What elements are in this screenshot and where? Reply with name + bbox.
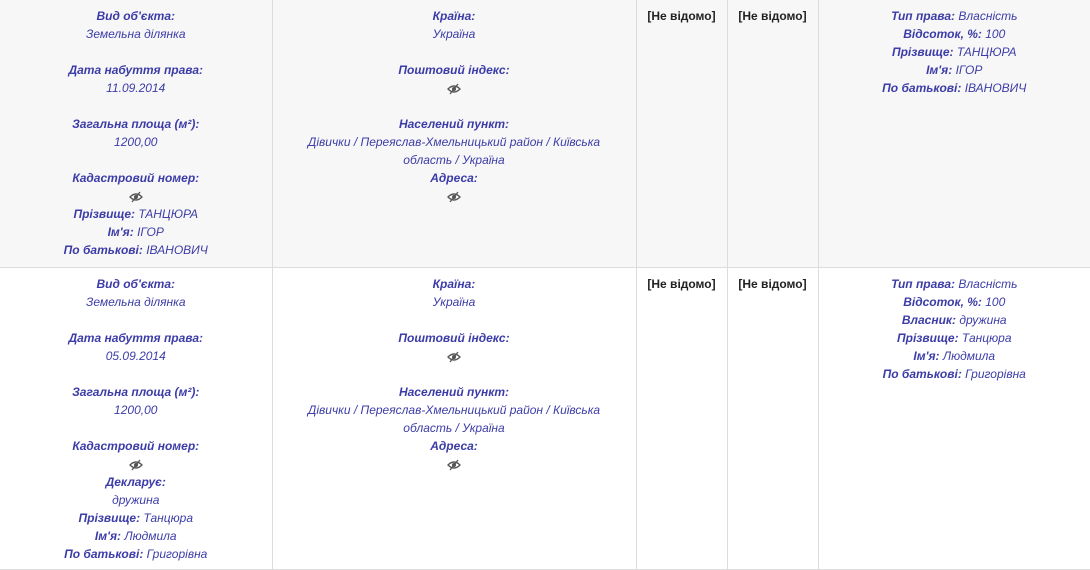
surname-label: Прізвище: bbox=[896, 331, 959, 345]
acquire-date-value: 05.09.2014 bbox=[105, 349, 166, 363]
area-value: 1200,00 bbox=[114, 135, 158, 149]
name-value: Людмила bbox=[942, 349, 996, 363]
unknown-cell bbox=[727, 268, 818, 570]
acquire-date-value: 11.09.2014 bbox=[106, 81, 166, 95]
country-value: Україна bbox=[432, 295, 476, 309]
area-label: Загальна площа (м²): bbox=[72, 117, 200, 131]
area-label: Загальна площа (м²): bbox=[72, 385, 200, 399]
eye-crossed-icon bbox=[129, 191, 143, 203]
unknown-cell bbox=[727, 0, 818, 268]
owner-label: Власник: bbox=[901, 313, 957, 327]
patronymic-value: ІВАНОВИЧ bbox=[146, 243, 208, 257]
eye-crossed-icon bbox=[447, 83, 461, 95]
right-type-label: Тип права: bbox=[891, 9, 956, 23]
name-value: ІГОР bbox=[955, 63, 983, 77]
name-value: Людмила bbox=[124, 529, 177, 543]
declarant-value: дружина bbox=[112, 493, 160, 507]
percent-label: Відсоток, %: bbox=[903, 295, 982, 309]
unknown-cell bbox=[636, 268, 727, 570]
percent-value: 100 bbox=[985, 27, 1006, 41]
patronymic-label: По батькові: bbox=[882, 367, 962, 381]
patronymic-label: По батькові: bbox=[882, 81, 962, 95]
postal-label: Поштовий індекс: bbox=[398, 63, 510, 77]
owner-value: дружина bbox=[959, 313, 1007, 327]
country-label: Країна: bbox=[432, 277, 476, 291]
unknown-value: [Не відомо] bbox=[647, 277, 716, 291]
country-label: Країна: bbox=[432, 9, 476, 23]
unknown-value: [Не відомо] bbox=[647, 9, 716, 23]
surname-value: ТАНЦЮРА bbox=[956, 45, 1017, 59]
settlement-value: Дівички / Переяслав-Хмельницький район / Київська область / Україна bbox=[307, 135, 601, 167]
cadastral-label: Кадастровий номер: bbox=[72, 171, 200, 185]
acquire-date-label: Дата набуття права: bbox=[68, 63, 204, 77]
surname-value: Танцюра bbox=[143, 511, 193, 525]
address-label: Адреса: bbox=[430, 171, 478, 185]
postal-label: Поштовий індекс: bbox=[398, 331, 510, 345]
area-value: 1200,00 bbox=[114, 403, 158, 417]
object-type-value: Земельна ділянка bbox=[85, 27, 186, 41]
rights-cell bbox=[818, 0, 1090, 268]
settlement-value: Дівички / Переяслав-Хмельницький район / Київська область / Україна bbox=[307, 403, 601, 435]
patronymic-value: ІВАНОВИЧ bbox=[964, 81, 1027, 95]
rights-cell bbox=[818, 268, 1090, 570]
name-label: Ім'я: bbox=[913, 349, 940, 363]
settlement-label: Населений пункт: bbox=[398, 117, 510, 131]
object-type-label: Вид об'єкта: bbox=[96, 9, 176, 23]
object-type-label: Вид об'єкта: bbox=[96, 277, 176, 291]
patronymic-value: Григорівна bbox=[146, 547, 208, 561]
declarant-label: Декларує: bbox=[105, 475, 166, 489]
settlement-label: Населений пункт: bbox=[398, 385, 510, 399]
name-value: ІГОР bbox=[137, 225, 164, 239]
table-row bbox=[0, 0, 1090, 268]
right-type-label: Тип права: bbox=[891, 277, 956, 291]
eye-crossed-icon bbox=[447, 191, 461, 203]
patronymic-label: По батькові: bbox=[64, 547, 144, 561]
percent-label: Відсоток, %: bbox=[903, 27, 982, 41]
right-type-value: Власність bbox=[958, 9, 1018, 23]
unknown-value: [Не відомо] bbox=[738, 9, 807, 23]
object-cell bbox=[0, 268, 272, 570]
unknown-cell bbox=[636, 0, 727, 268]
acquire-date-label: Дата набуття права: bbox=[68, 331, 204, 345]
cadastral-label: Кадастровий номер: bbox=[72, 439, 200, 453]
eye-crossed-icon bbox=[447, 459, 461, 471]
surname-label: Прізвище: bbox=[891, 45, 954, 59]
table-row bbox=[0, 268, 1090, 570]
surname-value: ТАНЦЮРА bbox=[138, 207, 199, 221]
surname-label: Прізвище: bbox=[78, 511, 141, 525]
address-label: Адреса: bbox=[430, 439, 478, 453]
eye-crossed-icon bbox=[129, 459, 143, 471]
object-type-value: Земельна ділянка bbox=[85, 295, 186, 309]
name-label: Ім'я: bbox=[107, 225, 134, 239]
location-cell bbox=[272, 268, 636, 570]
surname-label: Прізвище: bbox=[73, 207, 136, 221]
name-label: Ім'я: bbox=[94, 529, 122, 543]
right-type-value: Власність bbox=[958, 277, 1018, 291]
name-label: Ім'я: bbox=[926, 63, 953, 77]
location-cell bbox=[272, 0, 636, 268]
percent-value: 100 bbox=[985, 295, 1006, 309]
eye-crossed-icon bbox=[447, 351, 461, 363]
surname-value: Танцюра bbox=[961, 331, 1012, 345]
country-value: Україна bbox=[432, 27, 476, 41]
unknown-value: [Не відомо] bbox=[738, 277, 807, 291]
patronymic-label: По батькові: bbox=[63, 243, 143, 257]
object-cell bbox=[0, 0, 272, 268]
patronymic-value: Григорівна bbox=[965, 367, 1026, 381]
